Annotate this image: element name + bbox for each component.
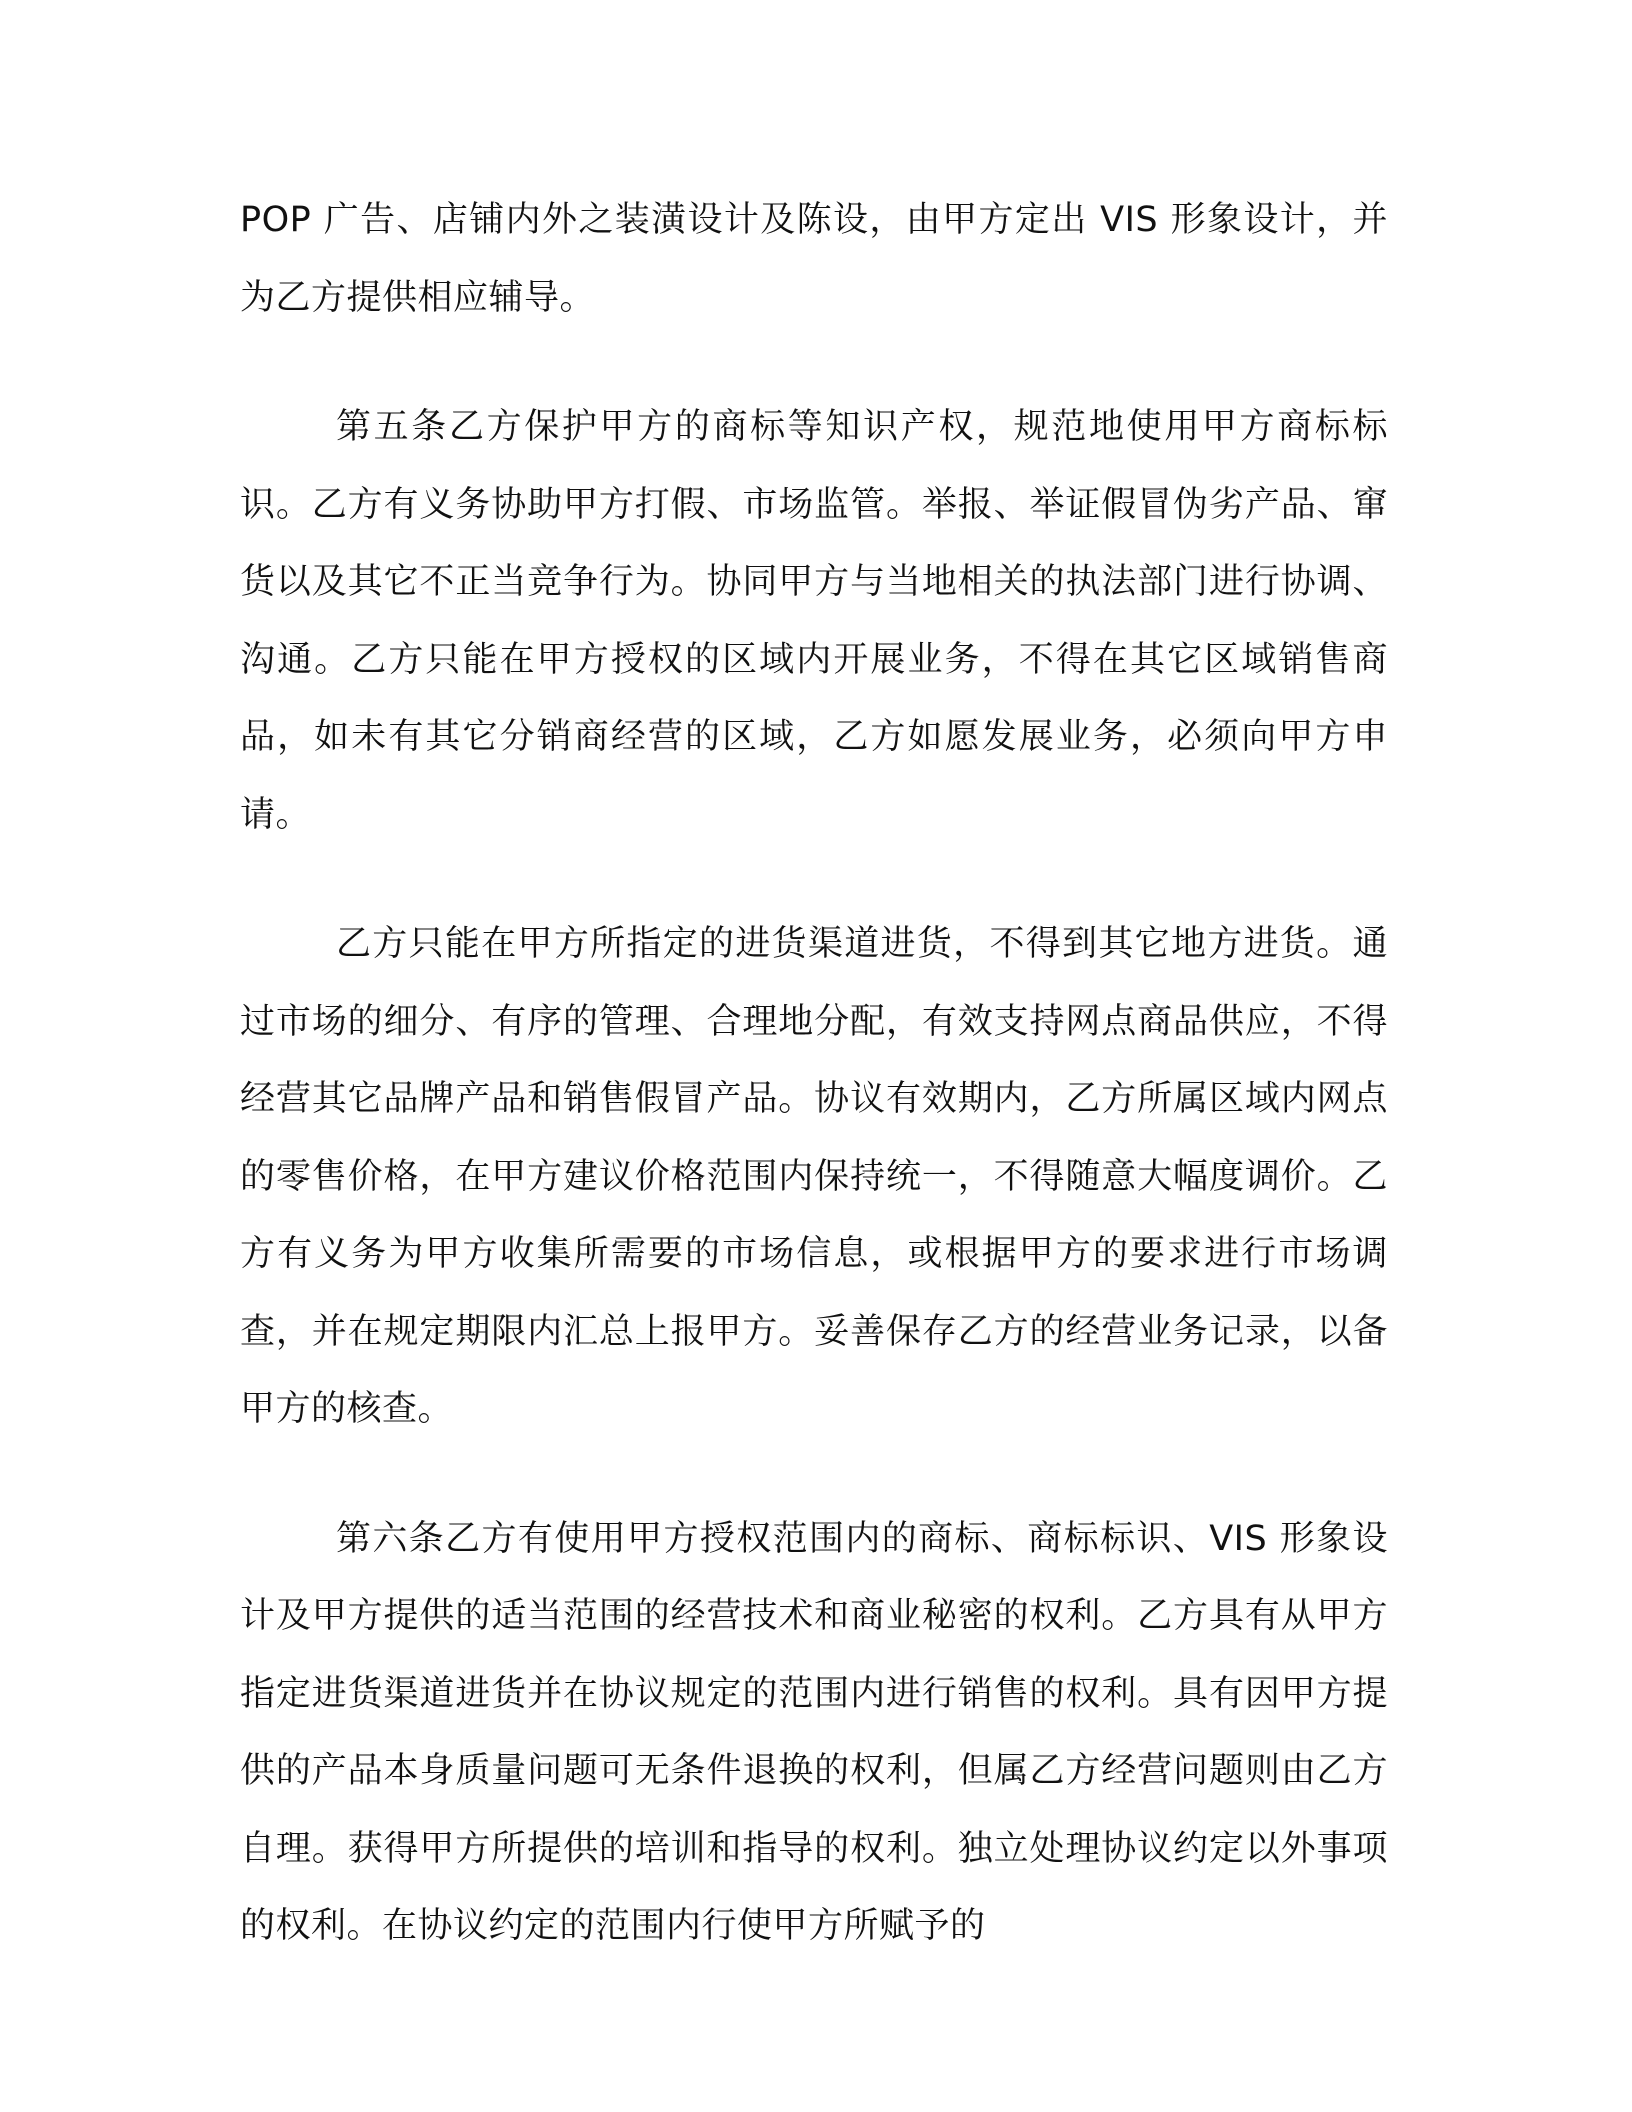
document-body [240,182,1388,1966]
paragraph-3: 乙方只能在甲方所指定的进货渠道进货，不得到其它地方进货。通过市场的细分、有序的管理、合理地分配，有效支持网点商品供应，不得经营其它品牌产品和销售假冒产品。协议有效期内，乙方所属区域内网点的零售价格，在甲方建议价格范围内保持统一，不得随意大幅度调价。乙方有义务为甲方收集所需要的市场信息，或根据甲方的要求进行市场调查，并在规定期限内汇总上报甲方。妥善保存乙方的经营业务记录，以备甲方的核查。 [240,924,1388,1429]
paragraph-2: 第五条乙方保护甲方的商标等知识产权，规范地使用甲方商标标识。乙方有义务协助甲方打假、市场监管。举报、举证假冒伪劣产品、窜货以及其它不正当竞争行为。协同甲方与当地相关的执法部门进行协调、沟通。乙方只能在甲方授权的区域内开展业务，不得在其它区域销售商品，如未有其它分销商经营的区域，乙方如愿发展业务，必须向甲方申请。 [240,407,1388,835]
paragraph-spacer [240,1449,1388,1501]
paragraph-4: 第六条乙方有使用甲方授权范围内的商标、商标标识、VIS 形象设计及甲方提供的适当范围的经营技术和商业秘密的权利。乙方具有从甲方指定进货渠道进货并在协议规定的范围内进行销售的权利。具有因甲方提供的产品本身质量问题可无条件退换的权利，但属乙方经营问题则由乙方自理。获得甲方所提供的培训和指导的权利。独立处理协议约定以外事项的权利。在协议约定的范围内行使甲方所赋予的 [240,1518,1388,1946]
paragraph-spacer [240,337,1388,389]
paragraph-1: POP 广告、店铺内外之装潢设计及陈设，由甲方定出 VIS 形象设计，并为乙方提供相应辅导。 [240,200,1388,318]
paragraph-spacer [240,854,1388,906]
